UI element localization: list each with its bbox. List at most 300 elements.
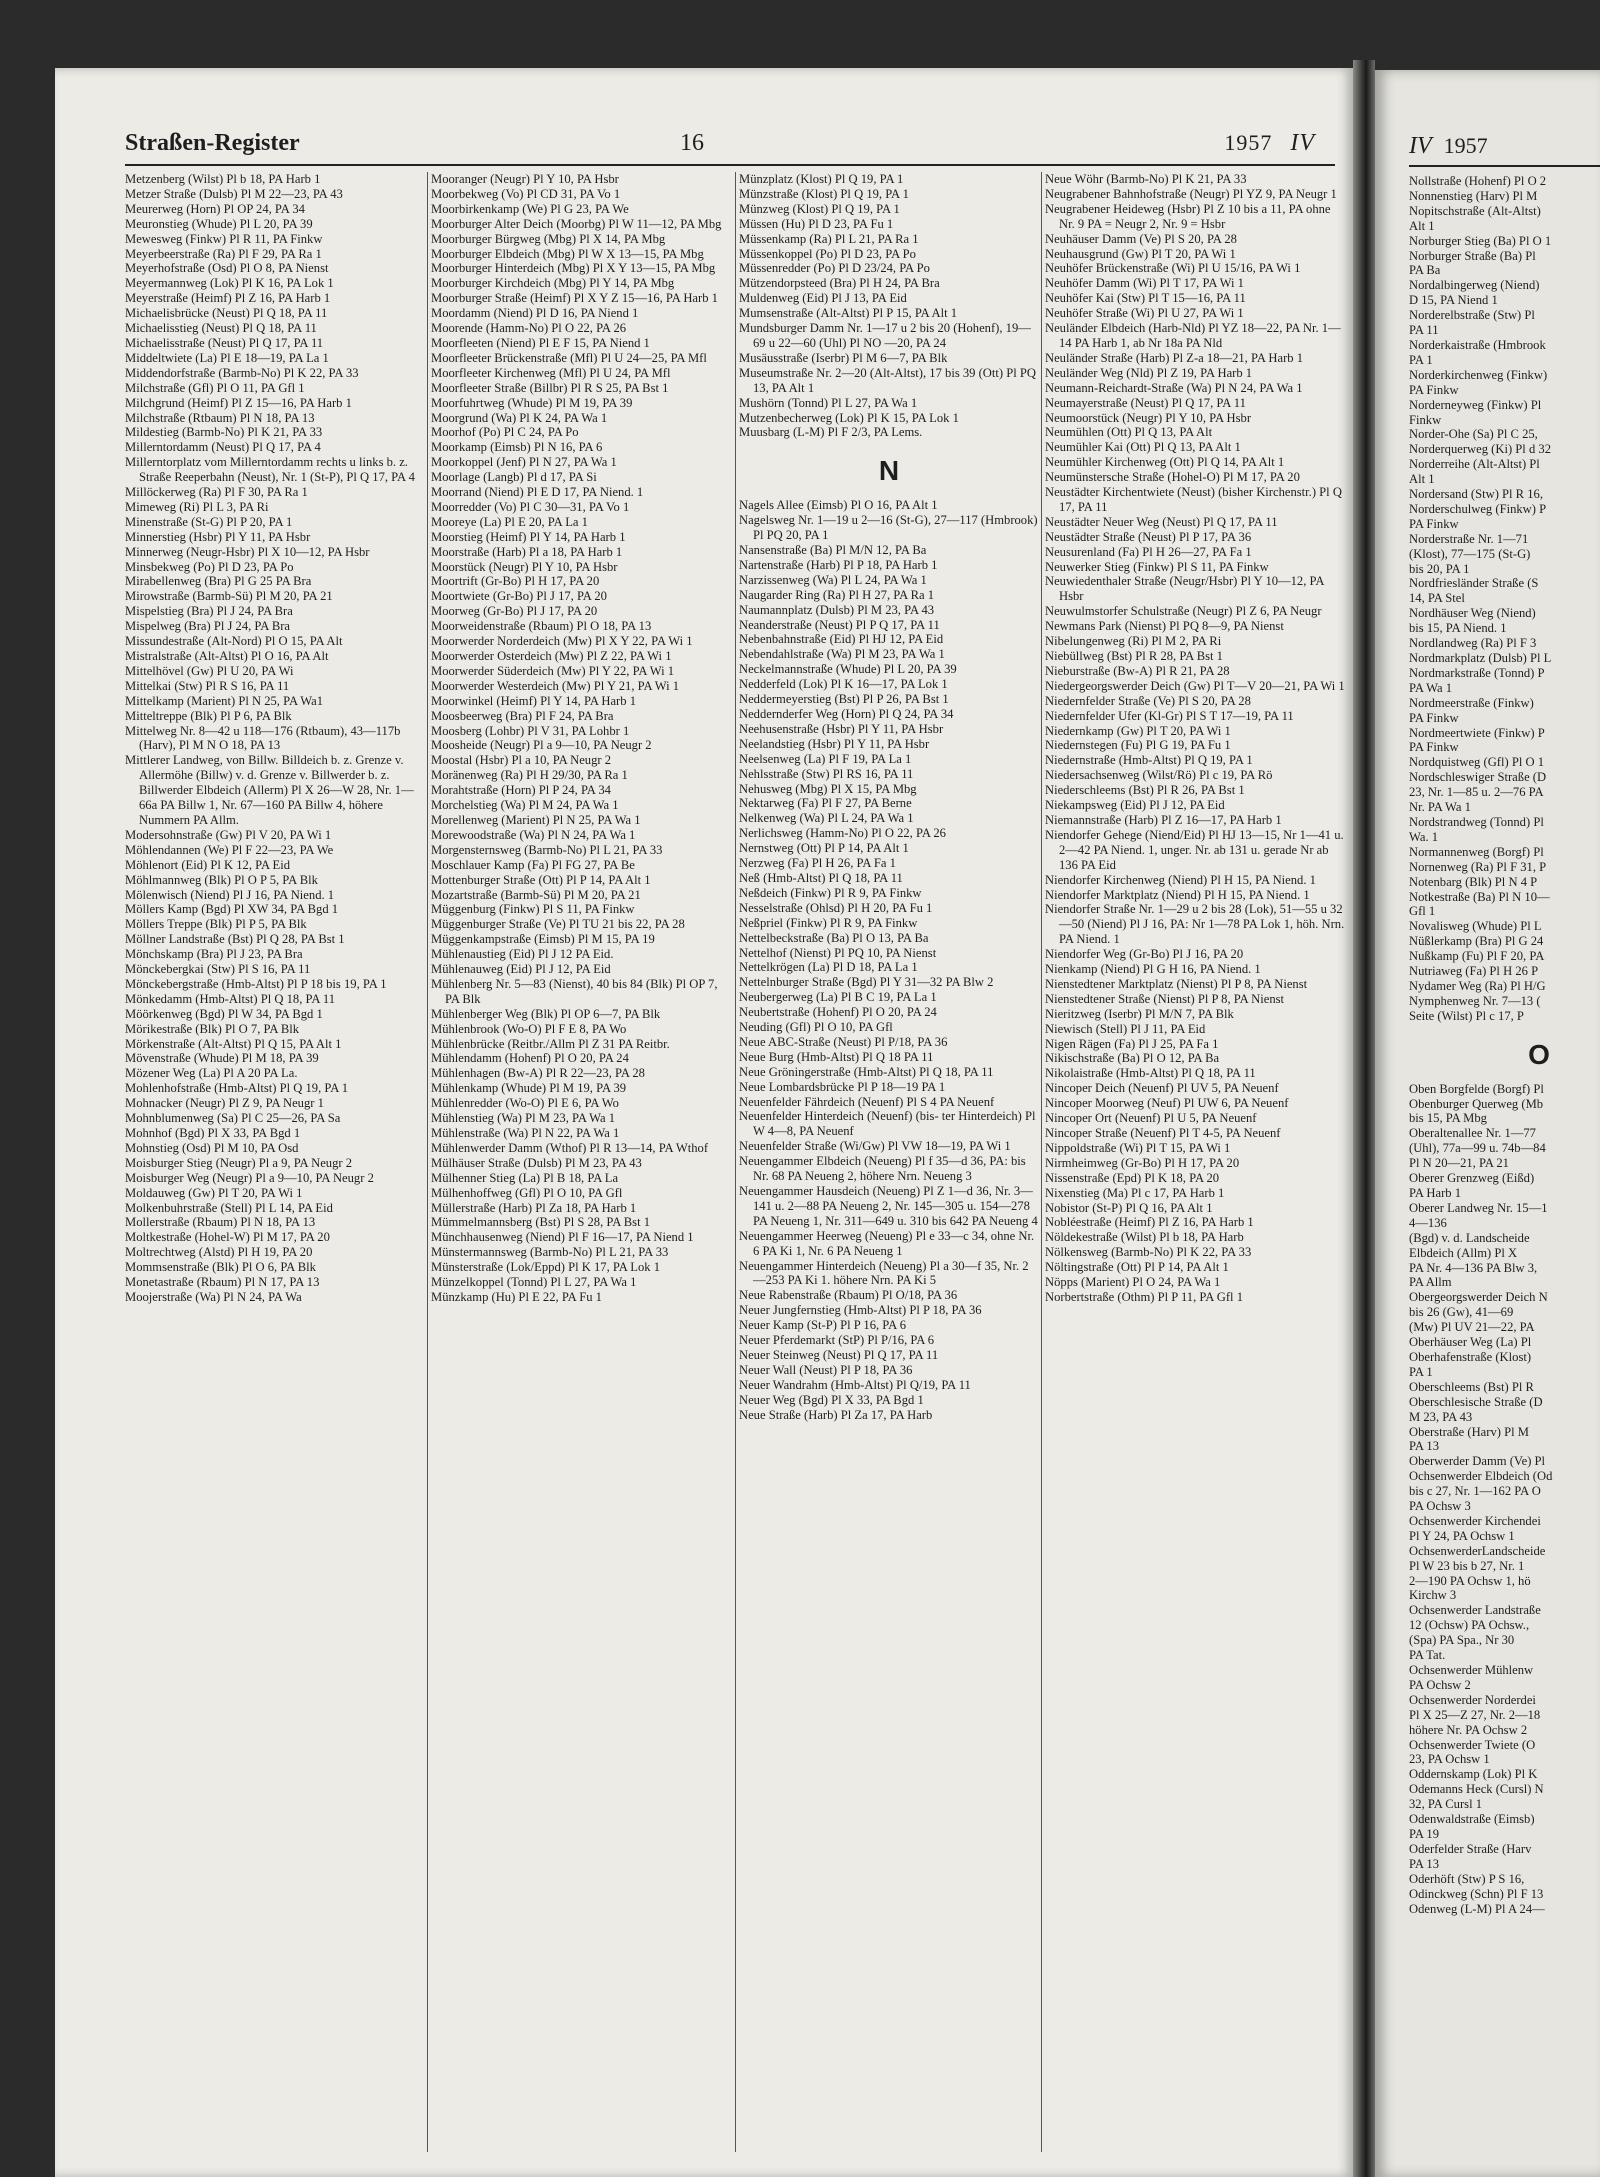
street-entry: Moorfleeter Brückenstraße (Mfl) Pl U 24—25, PA Mfl: [431, 350, 707, 365]
street-entry: Niewisch (Stell) Pl J 11, PA Eid: [1045, 1021, 1206, 1036]
street-entry: Oberhafenstraße (Klost): [1409, 1349, 1532, 1364]
street-entry: Molkenbuhrstraße (Stell) Pl L 14, PA Eid: [125, 1200, 333, 1215]
street-entry: Nymphenweg Nr. 7—13 (: [1409, 993, 1541, 1008]
street-entry: Nelkenweg (Wa) Pl L 24, PA Wa 1: [739, 811, 914, 826]
street-entry: Morellenweg (Marient) Pl N 25, PA Wa 1: [431, 812, 641, 827]
street-entry: Neumünstersche Straße (Hohel-O) Pl M 17, PA 20: [1045, 470, 1300, 485]
street-entry: Moorstraße (Harb) Pl a 18, PA Harb 1: [431, 544, 623, 559]
street-entry: Nissenstraße (Epd) Pl K 18, PA 20: [1045, 1170, 1220, 1185]
street-entry: Mühlenstieg (Wa) Pl M 23, PA Wa 1: [431, 1111, 616, 1126]
street-entry: Nopitschstraße (Alt-Altst): [1409, 203, 1541, 218]
street-entry: Mützendorpsteed (Bra) Pl H 24, PA Bra: [739, 276, 940, 291]
street-entry: Neelsenweg (La) Pl F 19, PA La 1: [739, 751, 912, 766]
street-entry: Millerntordamm (Neust) Pl Q 17, PA 4: [125, 440, 321, 455]
street-entry: Notkestraße (Ba) Pl N 10—: [1409, 889, 1550, 904]
street-entry: Museumstraße Nr. 2—20 (Alt-Altst), 17 bis 39 (Ott) Pl PQ 13, PA Alt 1: [739, 365, 1036, 395]
street-entry: Nagels Allee (Eimsb) Pl O 16, PA Alt 1: [739, 498, 938, 513]
column-divider: [1041, 172, 1042, 2152]
street-entry: Neue Lombardsbrücke Pl P 18—19 PA 1: [739, 1079, 946, 1094]
street-entry: Neuländer Weg (Nld) Pl Z 19, PA Harb 1: [1045, 365, 1253, 380]
street-entry: Neugrabener Bahnhofstraße (Neugr) Pl YZ 9, PA Neugr 1: [1045, 186, 1337, 201]
street-entry: Müssenredder (Po) Pl D 23/24, PA Po: [739, 261, 930, 276]
street-entry: PA Wa 1: [1409, 680, 1453, 695]
street-entry: Nirmheimweg (Gr-Bo) Pl H 17, PA 20: [1045, 1155, 1240, 1170]
street-entry: PA Ba: [1409, 263, 1441, 278]
street-entry: Mozartstraße (Barmb-Sü) Pl M 20, PA 21: [431, 887, 641, 902]
street-entry: Musäusstraße (Iserbr) Pl M 6—7, PA Blk: [739, 350, 948, 365]
street-entry: Norburger Straße (Ba) Pl: [1409, 248, 1536, 263]
street-entry: Naumannplatz (Dulsb) Pl M 23, PA 43: [739, 602, 935, 617]
street-entry: Nehlsstraße (Stw) Pl RS 16, PA 11: [739, 766, 914, 781]
street-entry: Neubergerweg (La) Pl B C 19, PA La 1: [739, 990, 937, 1005]
street-entry: Michaelisstraße (Neust) Pl Q 17, PA 11: [125, 335, 324, 350]
street-entry: Mittlerer Landweg, von Billw. Billdeich b. z. Grenze v. Allermöhe (Billw) v. d. Grenze v. Billwerder b. z. Billwerder Elbdeich (Allerm) Pl X 26—W 28, Nr. 1—66a PA Billw 1, Nr. 67—160 PA Billw 4, höhere Nummern PA Allm.: [125, 753, 414, 827]
street-entry: Neue Rabenstraße (Rbaum) Pl O/18, PA 36: [739, 1288, 958, 1303]
street-entry: Nehusweg (Mbg) Pl X 15, PA Mbg: [739, 781, 917, 796]
right-column: [1409, 174, 1600, 2164]
street-entry: PA Harb 1: [1409, 1186, 1462, 1200]
book-gutter: [1353, 60, 1375, 2177]
street-entry: Neuer Steinweg (Neust) Pl Q 17, PA 11: [739, 1347, 939, 1362]
street-entry: Mühlenwerder Damm (Wthof) Pl R 13—14, PA Wthof: [431, 1140, 709, 1155]
street-entry: Gfl 1: [1409, 904, 1436, 919]
street-entry: Metzer Straße (Dulsb) Pl M 22—23, PA 43: [125, 186, 343, 201]
column-3: [739, 172, 1039, 2162]
street-entry: Mönckebergkai (Stw) Pl S 16, PA 11: [125, 962, 311, 977]
street-entry: (Bgd) v. d. Landscheide: [1409, 1230, 1530, 1245]
street-entry: Mollerstraße (Rbaum) Pl N 18, PA 13: [125, 1215, 316, 1230]
street-entry: Mohnacker (Neugr) Pl Z 9, PA Neugr 1: [125, 1096, 324, 1111]
street-entry: Neuengammer Elbdeich (Neueng) Pl f 35—d 36, PA: bis Nr. 68 PA Neueng 2, höhere Nrn. Neueng 3: [739, 1154, 1026, 1184]
street-entry: Nutriaweg (Fa) Pl H 26 P: [1409, 964, 1539, 979]
street-entry: Minnerweg (Neugr-Hsbr) Pl X 10—12, PA Hsbr: [125, 544, 370, 559]
street-entry: Neehusenstraße (Hsbr) Pl Y 11, PA Hsbr: [739, 721, 944, 736]
street-entry: PA Finkw: [1409, 740, 1459, 755]
street-entry: Norderstraße Nr. 1—71: [1409, 531, 1529, 546]
street-entry: Pl X 25—Z 27, Nr. 2—18: [1409, 1707, 1541, 1722]
street-entry: Möhlenort (Eid) Pl K 12, PA Eid: [125, 857, 291, 872]
street-entry: PA 1: [1409, 352, 1433, 367]
street-entry: Mittelhövel (Gw) Pl U 20, PA Wi: [125, 663, 294, 678]
street-entry: Neumann-Reichardt-Straße (Wa) Pl N 24, PA Wa 1: [1045, 380, 1303, 395]
street-entry: Nettelnburger Straße (Bgd) Pl Y 31—32 PA Blw 2: [739, 975, 994, 990]
street-entry: Niekampsweg (Eid) Pl J 12, PA Eid: [1045, 798, 1225, 813]
street-entry: Neuhäuser Damm (Ve) Pl S 20, PA 28: [1045, 231, 1237, 246]
section-letter: O: [1528, 1038, 1550, 1070]
street-entry: Nordalbingerweg (Niend): [1409, 278, 1540, 293]
street-entry: Mispelweg (Bra) Pl J 24, PA Bra: [125, 619, 291, 634]
street-entry: Nerzweg (Fa) Pl H 26, PA Fa 1: [739, 856, 896, 871]
street-entry: Müggenkampstraße (Eimsb) Pl M 15, PA 19: [431, 932, 655, 947]
street-entry: Moordamm (Niend) Pl D 16, PA Niend 1: [431, 306, 639, 321]
street-entry: Mönckebergstraße (Hmb-Altst) Pl P 18 bis 19, PA 1: [125, 976, 387, 991]
street-entry: Wa. 1: [1409, 829, 1439, 844]
street-entry: Morahtstraße (Horn) Pl P 24, PA 34: [431, 783, 611, 798]
street-entry: Nincoper Ort (Neuenf) Pl U 5, PA Neuenf: [1045, 1111, 1257, 1126]
street-entry: Mühlenredder (Wo-O) Pl E 6, PA Wo: [431, 1096, 619, 1111]
street-entry: Novalisweg (Whude) Pl L: [1409, 919, 1542, 934]
column-1: [125, 172, 425, 2162]
street-entry: Modersohnstraße (Gw) Pl V 20, PA Wi 1: [125, 827, 332, 842]
street-entry: Moorfleeter Kirchenweg (Mfl) Pl U 24, PA Mfl: [431, 365, 671, 380]
street-entry: Milchstraße (Rtbaum) Pl N 18, PA 13: [125, 410, 315, 425]
street-entry: Mölenwisch (Niend) Pl J 16, PA Niend. 1: [125, 887, 335, 902]
street-entry: Millöckerweg (Ra) Pl F 30, PA Ra 1: [125, 485, 308, 500]
street-entry: Nölkensweg (Barmb-No) Pl K 22, PA 33: [1045, 1245, 1252, 1260]
street-entry: Nettelkrögen (La) Pl D 18, PA La 1: [739, 960, 918, 975]
street-entry: Mülhenner Stieg (La) Pl B 18, PA La: [431, 1170, 619, 1185]
street-entry: Mutzenbecherweg (Lok) Pl K 15, PA Lok 1: [739, 410, 959, 425]
street-entry: Milchgrund (Heimf) Pl Z 15—16, PA Harb 1: [125, 395, 352, 410]
street-entry: Oberwerder Damm (Ve) Pl: [1409, 1454, 1546, 1469]
page-header: [125, 130, 1335, 166]
street-entry: Möllner Landstraße (Bst) Pl Q 28, PA Bst 1: [125, 932, 345, 947]
street-entry: Niendorfer Gehege (Niend/Eid) Pl HJ 13—15, Nr 1—41 u. 2—42 PA Niend. 1, unger. Nr. ab 131 u. gerade Nr ab 136 PA Eid: [1045, 827, 1344, 872]
street-entry: Münzkamp (Hu) Pl E 22, PA Fu 1: [431, 1289, 602, 1304]
street-entry: D 15, PA Niend 1: [1409, 293, 1498, 308]
street-entry: Moorstieg (Heimf) Pl Y 14, PA Harb 1: [431, 529, 626, 544]
street-entry: Nöldekestraße (Wilst) Pl b 18, PA Harb: [1045, 1230, 1244, 1245]
street-entry: Neddernderfer Weg (Horn) Pl Q 24, PA 34: [739, 707, 954, 721]
street-entry: Mewesweg (Finkw) Pl R 11, PA Finkw: [125, 231, 323, 246]
street-entry: Neue Straße (Harb) Pl Za 17, PA Harb: [739, 1407, 933, 1422]
street-entry: Nornenweg (Ra) Pl F 31, P: [1409, 859, 1547, 874]
street-entry: Neuenfelder Hinterdeich (Neuenf) (bis- ter Hinterdeich) Pl W 4—8, PA Neuenf: [739, 1109, 1036, 1139]
street-entry: Mühlenhagen (Bw-A) Pl R 22—23, PA 28: [431, 1066, 645, 1081]
street-entry: Neuer Wandrahm (Hmb-Altst) Pl Q/19, PA 11: [739, 1377, 971, 1392]
street-entry: Nerlichsweg (Hamm-No) Pl O 22, PA 26: [739, 826, 946, 841]
street-entry: Moortwiete (Gr-Bo) Pl J 17, PA 20: [431, 589, 607, 604]
header-year: 1957: [1224, 130, 1273, 155]
street-entry: Mohlenhofstraße (Hmb-Altst) Pl Q 19, PA 1: [125, 1081, 349, 1096]
street-entry: Morgensternsweg (Barmb-No) Pl L 21, PA 33: [431, 842, 663, 857]
street-entry: Meyerhofstraße (Osd) Pl O 8, PA Nienst: [125, 261, 329, 276]
street-entry: Möllers Kamp (Bgd) Pl XW 34, PA Bgd 1: [125, 902, 339, 917]
street-entry: höhere Nr. PA Ochsw 2: [1409, 1722, 1528, 1737]
street-entry: Mülhenhoffweg (Gfl) Pl O 10, PA Gfl: [431, 1185, 623, 1200]
street-entry: 14, PA Stel: [1409, 591, 1465, 606]
street-entry: Neugrabener Heideweg (Hsbr) Pl Z 10 bis a 11, PA ohne Nr. 9 PA = Neugr 2, Nr. 9 = Hsbr: [1045, 201, 1331, 231]
street-entry: Nettelbeckstraße (Ba) Pl O 13, PA Ba: [739, 930, 929, 945]
street-entry: Oberaltenallee Nr. 1—77: [1409, 1126, 1536, 1141]
right-page-header: [1409, 133, 1600, 167]
street-entry: Moorkamp (Eimsb) Pl N 16, PA 6: [431, 440, 603, 455]
street-entry: Moorgrund (Wa) Pl K 24, PA Wa 1: [431, 410, 608, 425]
street-entry: M 23, PA 43: [1409, 1409, 1473, 1424]
street-entry: Mühlenaustieg (Eid) Pl J 12 PA Eid.: [431, 947, 614, 962]
street-entry: Mispelstieg (Bra) Pl J 24, PA Bra: [125, 604, 293, 619]
street-entry: Nonnenstieg (Harv) Pl M: [1409, 188, 1538, 203]
street-entry: Neuwulmstorfer Schulstraße (Neugr) Pl Z 6, PA Neugr: [1045, 604, 1322, 619]
street-entry: Ochsenwerder Mühlenw: [1409, 1663, 1534, 1677]
street-entry: Neuengammer Heerweg (Neueng) Pl e 33—c 34, ohne Nr. 6 PA Ki 1, Nr. 6 PA Neueng 1: [739, 1228, 1035, 1258]
street-entry: Nordmeerstraße (Finkw): [1409, 695, 1534, 710]
street-entry: Oberstraße (Harv) Pl M: [1409, 1424, 1529, 1439]
street-entry: Morchelstieg (Wa) Pl M 24, PA Wa 1: [431, 798, 619, 813]
street-entry: Meyerbeerstraße (Ra) Pl F 29, PA Ra 1: [125, 246, 322, 261]
street-entry: Neumühler Kai (Ott) Pl Q 13, PA Alt 1: [1045, 440, 1241, 455]
street-entry: Neuhöfer Damm (Wi) Pl T 17, PA Wi 1: [1045, 276, 1244, 291]
street-entry: Moisburger Weg (Neugr) Pl a 9—10, PA Neugr 2: [125, 1170, 374, 1185]
street-entry: Neß (Hmb-Altst) Pl Q 18, PA 11: [739, 870, 903, 885]
street-entry: Niedernstegen (Fu) Pl G 19, PA Fu 1: [1045, 738, 1231, 753]
street-entry: Mushörn (Tonnd) Pl L 27, PA Wa 1: [739, 395, 918, 410]
street-entry: Mühlenberger Weg (Blk) Pl OP 6—7, PA Blk: [431, 1006, 661, 1021]
street-entry: Norderquerweg (Ki) Pl d 32: [1409, 442, 1551, 457]
street-entry: Mühlenbrook (Wo-O) Pl F E 8, PA Wo: [431, 1021, 627, 1036]
street-entry: Nordfriesländer Straße (S: [1409, 576, 1539, 591]
street-entry: Metzenberg (Wilst) Pl b 18, PA Harb 1: [125, 172, 321, 186]
street-entry: Odenwaldstraße (Eimsb): [1409, 1812, 1535, 1827]
street-entry: Pl W 23 bis b 27, Nr. 1: [1409, 1558, 1525, 1573]
street-entry: Möörkenweg (Bgd) Pl W 34, PA Bgd 1: [125, 1006, 323, 1021]
street-entry: Mildestieg (Barmb-No) Pl K 21, PA 33: [125, 425, 323, 440]
street-entry: Mittelkai (Stw) Pl R S 16, PA 11: [125, 678, 290, 693]
street-entry: Michaelisbrücke (Neust) Pl Q 18, PA 11: [125, 306, 328, 321]
street-entry: Newmans Park (Nienst) Pl PQ 8—9, PA Nienst: [1045, 619, 1284, 634]
street-entry: Mövenstraße (Whude) Pl M 18, PA 39: [125, 1051, 319, 1066]
page-right: [1375, 70, 1600, 2177]
street-entry: PA Finkw: [1409, 710, 1459, 725]
street-entry: Minsbekweg (Po) Pl D 23, PA Po: [125, 559, 294, 574]
street-entry: Moorstück (Neugr) Pl Y 10, PA Hsbr: [431, 559, 618, 574]
street-entry: Nansenstraße (Ba) Pl M/N 12, PA Ba: [739, 543, 927, 558]
street-entry: Nikolaistraße (Hmb-Altst) Pl Q 18, PA 11: [1045, 1066, 1256, 1081]
street-entry: Obenburger Querweg (Mb: [1409, 1096, 1544, 1111]
street-entry: Norderneyweg (Finkw) Pl: [1409, 397, 1542, 412]
street-entry: Neusurenland (Fa) Pl H 26—27, PA Fa 1: [1045, 544, 1252, 559]
street-entry: Neckelmannstraße (Whude) Pl L 20, PA 39: [739, 662, 957, 677]
street-entry: Moortrift (Gr-Bo) Pl H 17, PA 20: [431, 574, 600, 589]
street-entry: Mühlenkamp (Whude) Pl M 19, PA 39: [431, 1081, 627, 1096]
street-entry: Norderkirchenweg (Finkw): [1409, 367, 1548, 382]
street-entry: Neuwerker Stieg (Finkw) Pl S 11, PA Finkw: [1045, 559, 1269, 574]
street-entry: Niedergeorgswerder Deich (Gw) Pl T—V 20—21, PA Wi 1: [1045, 678, 1345, 693]
street-entry: PA Ochsw 3: [1409, 1499, 1471, 1514]
street-entry: Nordhäuser Weg (Niend): [1409, 606, 1536, 621]
street-entry: Neßdeich (Finkw) Pl R 9, PA Finkw: [739, 885, 922, 900]
street-entry: Müggenburger Straße (Ve) Pl TU 21 bis 22, PA 28: [431, 917, 685, 932]
street-entry: Nienkamp (Niend) Pl G H 16, PA Niend. 1: [1045, 962, 1261, 977]
street-entry: Moorbirkenkamp (We) Pl G 23, PA We: [431, 201, 629, 216]
street-entry: (Uhl), 77a—99 u. 74b—84: [1409, 1141, 1546, 1156]
street-entry: Moorwerder Norderdeich (Mw) Pl X Y 22, PA Wi 1: [431, 634, 693, 649]
street-entry: Mirabellenweg (Bra) Pl G 25 PA Bra: [125, 574, 312, 589]
street-entry: Meyerstraße (Heimf) Pl Z 16, PA Harb 1: [125, 291, 331, 306]
register-columns: [125, 172, 1345, 2162]
street-entry: Moostal (Hsbr) Pl a 10, PA Neugr 2: [431, 753, 612, 768]
street-entry: bis 26 (Gw), 41—69: [1409, 1305, 1514, 1320]
street-entry: Nixenstieg (Ma) Pl c 17, PA Harb 1: [1045, 1185, 1225, 1200]
street-entry: Norderelbstraße (Stw) Pl: [1409, 308, 1535, 323]
street-entry: Neuengammer Hausdeich (Neueng) Pl Z 1—d 36, Nr. 3—141 u. 2—88 PA Neueng 2, Nr. 145—305 u. 154—278 PA Neueng 1, Nr. 311—649 u. 310 bis 642 PA Neueng 4: [739, 1184, 1038, 1228]
street-entry: Oberhäuser Weg (La) Pl: [1409, 1335, 1532, 1350]
street-entry: Moorburger Straße (Heimf) Pl X Y Z 15—16, PA Harb 1: [431, 291, 718, 306]
street-entry: Nienstedtener Marktplatz (Nienst) Pl P 8, PA Nienst: [1045, 976, 1308, 991]
street-entry: Niemannstraße (Harb) Pl Z 16—17, PA Harb 1: [1045, 812, 1282, 827]
street-entry: PA Allm: [1409, 1275, 1452, 1290]
street-entry: Normannenweg (Borgf) Pl: [1409, 844, 1544, 859]
street-entry: Niedernfelder Ufer (Kl-Gr) Pl S T 17—19, PA 11: [1045, 708, 1294, 723]
page-left: [55, 68, 1353, 2177]
column-4: [1045, 172, 1345, 2162]
street-entry: Moorburger Kirchdeich (Mbg) Pl Y 14, PA Mbg: [431, 276, 675, 291]
street-entry: Neuer Weg (Bgd) Pl X 33, PA Bgd 1: [739, 1392, 924, 1407]
street-entry: Moorwerder Westerdeich (Mw) Pl Y 21, PA Wi 1: [431, 678, 680, 693]
street-entry: Nartenstraße (Harb) Pl P 18, PA Harb 1: [739, 557, 938, 572]
street-entry: (Spa) PA Spa., Nr 30: [1409, 1633, 1515, 1648]
street-entry: Müssenkoppel (Po) Pl D 23, PA Po: [739, 246, 916, 261]
street-entry: Odemanns Heck (Cursl) N: [1409, 1782, 1544, 1797]
street-entry: Mumsenstraße (Alt-Altst) Pl P 15, PA Alt 1: [739, 306, 958, 321]
street-entry: Ochsenwerder Landstraße: [1409, 1603, 1541, 1618]
right-header-volume: IV: [1409, 133, 1432, 159]
street-entry: Nr. PA Wa 1: [1409, 800, 1471, 815]
street-entry: Moltkestraße (Hohel-W) Pl M 17, PA 20: [125, 1230, 330, 1245]
street-entry: Moorkoppel (Jenf) Pl N 27, PA Wa 1: [431, 455, 617, 470]
street-entry: Neuer Jungfernstieg (Hmb-Altst) Pl P 18, PA 36: [739, 1303, 982, 1318]
street-entry: Neubertstraße (Hohenf) Pl O 20, PA 24: [739, 1005, 937, 1020]
section-letter: N: [878, 455, 900, 487]
right-header-year: 1957: [1443, 133, 1488, 158]
street-entry: Mohnblumenweg (Sa) Pl C 25—26, PA Sa: [125, 1111, 341, 1126]
street-entry: Norderkaistraße (Hmbrook: [1409, 337, 1546, 352]
street-entry: Nebendahlstraße (Wa) Pl M 23, PA Wa 1: [739, 647, 945, 662]
street-entry: Nippoldstraße (Wi) Pl T 15, PA Wi 1: [1045, 1140, 1231, 1155]
street-entry: Moisburger Stieg (Neugr) Pl a 9, PA Neugr 2: [125, 1155, 353, 1170]
street-entry: Moorburger Hinterdeich (Mbg) Pl X Y 13—15, PA Mbg: [431, 261, 716, 276]
street-entry: Nollstraße (Hohenf) Pl O 2: [1409, 174, 1547, 188]
street-entry: Möhlmannweg (Blk) Pl O P 5, PA Blk: [125, 872, 318, 887]
street-entry: Mooranger (Neugr) Pl Y 10, PA Hsbr: [431, 172, 619, 186]
street-entry: Neuenfelder Straße (Wi/Gw) Pl VW 18—19, PA Wi 1: [739, 1139, 1011, 1154]
street-entry: Neuding (Gfl) Pl O 10, PA Gfl: [739, 1020, 893, 1035]
street-entry: Moltrechtweg (Alstd) Pl H 19, PA 20: [125, 1245, 313, 1260]
street-entry: Ochsenwerder Norderdei: [1409, 1692, 1536, 1707]
street-entry: Münchhausenweg (Niend) Pl F 16—17, PA Niend 1: [431, 1230, 694, 1245]
street-entry: Moränenweg (Ra) Pl H 29/30, PA Ra 1: [431, 768, 628, 783]
street-entry: Odenweg (L-M) Pl A 24—: [1409, 1901, 1545, 1916]
street-entry: Moorwerder Osterdeich (Mw) Pl Z 22, PA Wi 1: [431, 649, 672, 663]
street-entry: Nincoper Deich (Neuenf) Pl UV 5, PA Neuenf: [1045, 1081, 1279, 1096]
street-entry: Mühlenbrücke (Reitbr./Allm Pl Z 31 PA Reitbr.: [431, 1036, 670, 1051]
street-entry: Nobistor (St-P) Pl Q 16, PA Alt 1: [1045, 1200, 1213, 1215]
street-entry: Moosbeerweg (Bra) Pl F 24, PA Bra: [431, 708, 614, 723]
street-entry: 12 (Ochsw) PA Ochsw.,: [1409, 1618, 1530, 1633]
street-entry: Moorwerder Süderdeich (Mw) Pl Y 22, PA Wi 1: [431, 663, 675, 678]
street-entry: Monetastraße (Rbaum) Pl N 17, PA 13: [125, 1275, 320, 1290]
street-entry: Nordquistweg (Gfl) Pl O 1: [1409, 755, 1545, 770]
street-entry: 4—136: [1409, 1215, 1447, 1230]
street-entry: Mühlenberg Nr. 5—83 (Nienst), 40 bis 84 (Blk) Pl OP 7, PA Blk: [431, 976, 718, 1006]
street-entry: Nüßlerkamp (Bra) Pl G 24: [1409, 934, 1544, 949]
street-entry: Neuhausgrund (Gw) Pl T 20, PA Wi 1: [1045, 246, 1236, 261]
street-entry: Neuwiedenthaler Straße (Neugr/Hsbr) Pl Y 10—12, PA Hsbr: [1045, 574, 1324, 604]
street-entry: Niebüllweg (Bst) Pl R 28, PA Bst 1: [1045, 649, 1223, 663]
street-entry: Moorfuhrtweg (Whude) Pl M 19, PA 39: [431, 395, 633, 410]
street-entry: Mommsenstraße (Blk) Pl O 6, PA Blk: [125, 1260, 316, 1275]
street-entry: Neuer Kamp (St-P) Pl P 16, PA 6: [739, 1318, 906, 1333]
street-entry: Millerntorplatz vom Millerntordamm rechts u links b. z. Straße Reeperbahn (Neust), Nr. 1 (St-P), Pl Q 17, PA 4: [125, 455, 415, 485]
street-entry: Nigen Rägen (Fa) Pl J 25, PA Fa 1: [1045, 1036, 1219, 1051]
street-entry: Oben Borgfelde (Borgf) Pl: [1409, 1081, 1544, 1096]
street-entry: Neddermeyerstieg (Bst) Pl P 26, PA Bst 1: [739, 692, 949, 707]
street-entry: Nieburstraße (Bw-A) Pl R 21, PA 28: [1045, 663, 1230, 678]
street-entry: Missundestraße (Alt-Nord) Pl O 15, PA Alt: [125, 634, 343, 649]
street-entry: Moorfleeten (Niend) Pl E F 15, PA Niend 1: [431, 335, 650, 350]
street-entry: Nußkamp (Fu) Pl F 20, PA: [1409, 949, 1545, 964]
street-entry: Kirchw 3: [1409, 1588, 1457, 1603]
street-entry: Moorburger Bürgweg (Mbg) Pl X 14, PA Mbg: [431, 231, 666, 246]
street-entry: Oberschlesische Straße (D: [1409, 1394, 1543, 1409]
street-entry: Nesselstraße (Ohlsd) Pl H 20, PA Fu 1: [739, 900, 933, 915]
street-entry: Müssenkamp (Ra) Pl L 21, PA Ra 1: [739, 231, 919, 246]
page-number: 16: [680, 130, 704, 156]
street-entry: Neumayerstraße (Neust) Pl Q 17, PA 11: [1045, 395, 1246, 410]
street-entry: PA 11: [1409, 323, 1439, 338]
street-entry: Moorlage (Langb) Pl d 17, PA Si: [431, 470, 597, 485]
header-year-volume: [1224, 130, 1315, 157]
street-entry: Neuhöfer Brückenstraße (Wi) Pl U 15/16, PA Wi 1: [1045, 261, 1301, 276]
street-entry: Neuer Wall (Neust) Pl P 18, PA 36: [739, 1362, 913, 1377]
street-entry: (Klost), 77—175 (St-G): [1409, 546, 1531, 561]
street-entry: Nöpps (Marient) Pl O 24, PA Wa 1: [1045, 1275, 1221, 1290]
street-entry: Münzplatz (Klost) Pl Q 19, PA 1: [739, 172, 904, 186]
street-entry: Neustädter Neuer Weg (Neust) Pl Q 17, PA 11: [1045, 514, 1278, 529]
street-entry: Niendorfer Weg (Gr-Bo) Pl J 16, PA 20: [1045, 947, 1244, 962]
street-entry: Mözener Weg (La) Pl A 20 PA La.: [125, 1066, 298, 1081]
street-entry: Michaelisstieg (Neust) Pl Q 18, PA 11: [125, 321, 317, 336]
street-entry: Niendorfer Kirchenweg (Niend) Pl H 15, PA Niend. 1: [1045, 872, 1316, 887]
street-entry: bis 15, PA Niend. 1: [1409, 621, 1507, 636]
street-entry: Norbertstraße (Othm) Pl P 11, PA Gfl 1: [1045, 1289, 1243, 1304]
street-entry: Neßpriel (Finkw) Pl R 9, PA Finkw: [739, 915, 918, 930]
street-entry: PA Tat.: [1409, 1648, 1446, 1663]
street-entry: Pl Y 24, PA Ochsw 1: [1409, 1528, 1515, 1543]
street-entry: Meurerweg (Horn) Pl OP 24, PA 34: [125, 201, 305, 216]
street-entry: PA Finkw: [1409, 382, 1459, 397]
street-entry: Niedernfelder Straße (Ve) Pl S 20, PA 28: [1045, 693, 1251, 708]
street-entry: (Mw) Pl UV 21—22, PA: [1409, 1320, 1535, 1335]
street-entry: Müssen (Hu) Pl D 23, PA Fu 1: [739, 216, 894, 231]
street-entry: 32, PA Cursl 1: [1409, 1797, 1483, 1812]
street-entry: Neumühler Kirchenweg (Ott) Pl Q 14, PA Alt 1: [1045, 455, 1285, 470]
street-entry: PA Ochsw 2: [1409, 1677, 1471, 1692]
street-entry: Nordmarkplatz (Dulsb) Pl L: [1409, 651, 1552, 665]
street-entry: Nektarweg (Fa) Pl F 27, PA Berne: [739, 796, 912, 811]
street-entry: Mimeweg (Ri) Pl L 3, PA Ri: [125, 499, 269, 514]
header-volume: IV: [1290, 130, 1315, 156]
street-entry: Moojerstraße (Wa) Pl N 24, PA Wa: [125, 1289, 302, 1304]
street-entry: Mörkenstraße (Alt-Altst) Pl Q 15, PA Alt 1: [125, 1036, 342, 1051]
street-entry: Münsterstraße (Lok/Eppd) Pl K 17, PA Lok 1: [431, 1260, 661, 1275]
street-entry: Nebenbahnstraße (Eid) Pl HJ 12, PA Eid: [739, 632, 944, 647]
street-entry: Muusbarg (L-M) Pl F 2/3, PA Lems.: [739, 425, 923, 440]
street-entry: Mittelkamp (Marient) Pl N 25, PA Wa1: [125, 693, 324, 708]
street-entry: Moorweg (Gr-Bo) Pl J 17, PA 20: [431, 604, 598, 619]
street-entry: PA 13: [1409, 1856, 1439, 1871]
street-entry: Moorwinkel (Heimf) Pl Y 14, PA Harb 1: [431, 693, 636, 708]
street-entry: Odinckweg (Schn) Pl F 13: [1409, 1886, 1544, 1901]
street-entry: Mühlenauweg (Eid) Pl J 12, PA Eid: [431, 962, 611, 977]
street-entry: Mülhäuser Straße (Dulsb) Pl M 23, PA 43: [431, 1155, 642, 1170]
street-entry: Mirowstraße (Barmb-Sü) Pl M 20, PA 21: [125, 589, 333, 604]
street-entry: Minnerstieg (Hsbr) Pl Y 11, PA Hsbr: [125, 529, 311, 544]
street-entry: Moorbekweg (Vo) Pl CD 31, PA Vo 1: [431, 186, 621, 201]
street-entry: Neue Burg (Hmb-Altst) Pl Q 18 PA 11: [739, 1049, 934, 1064]
street-entry: Neuer Pferdemarkt (StP) Pl P/16, PA 6: [739, 1333, 935, 1348]
street-entry: Moosberg (Lohbr) Pl V 31, PA Lohbr 1: [431, 723, 630, 738]
